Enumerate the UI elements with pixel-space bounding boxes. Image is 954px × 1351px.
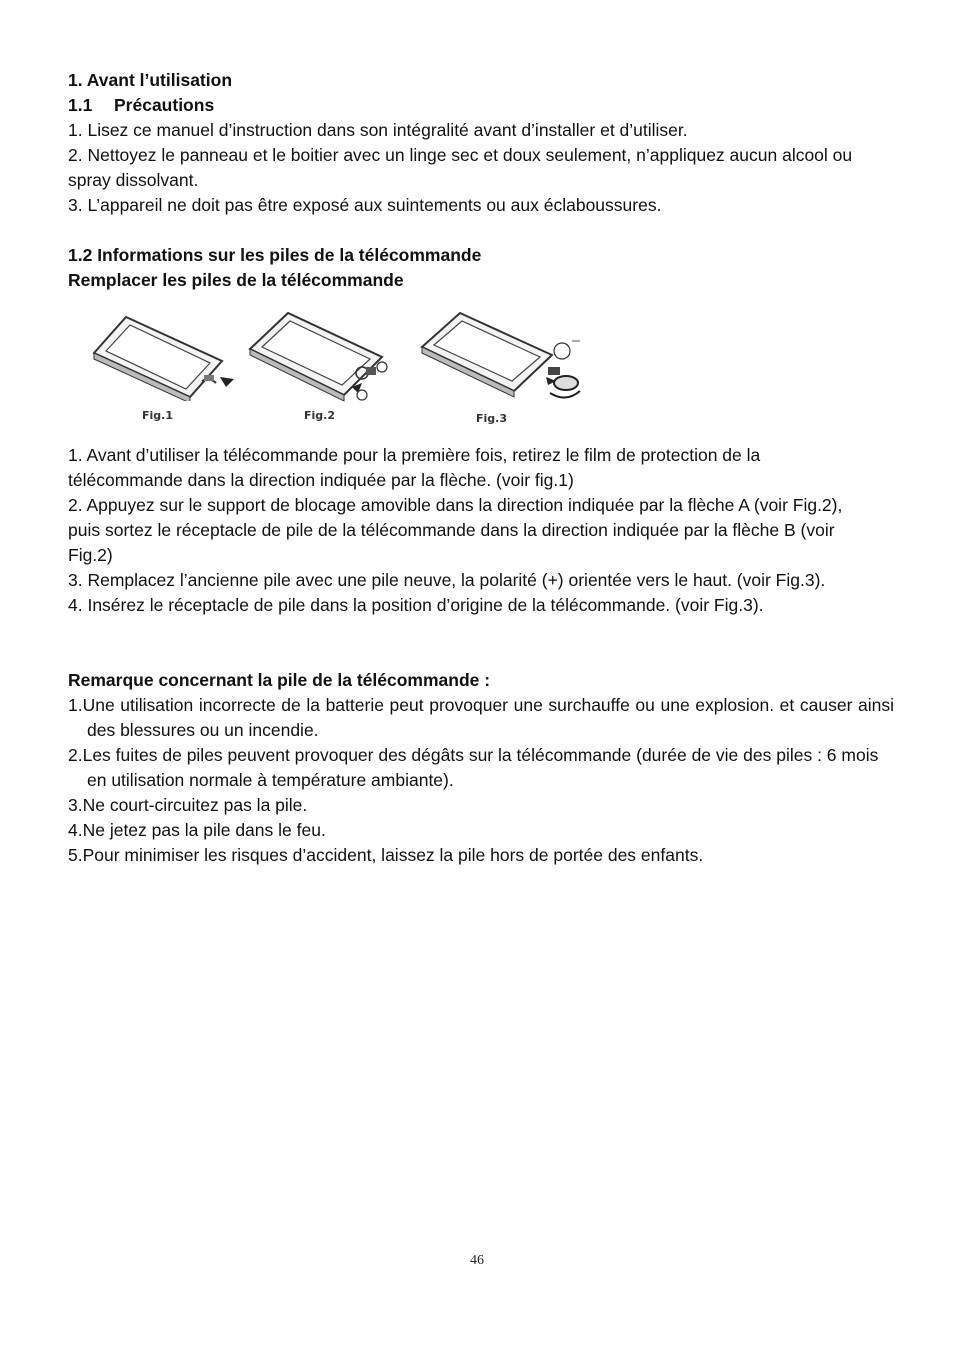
svg-text:+: + — [566, 343, 569, 349]
battery-step: 1. Avant d’utiliser la télécommande pour la première fois, retirez le film de protection de la télécommande dans la direction indiquée par la flèche. (voir fig.1) — [68, 445, 761, 490]
precaution-item: 2. Nettoyez le panneau et le boitier avec un linge sec et doux seulement, n’appliquez aucun alcool ou spray dissolvant. — [68, 145, 853, 190]
remark-item: 4.Ne jetez pas la pile dans le feu. — [68, 820, 326, 840]
subsection-title — [68, 93, 894, 118]
battery-section-title: 1.2 Informations sur les piles de la télécommande — [68, 245, 482, 265]
precaution-item: 1. Lisez ce manuel d’instruction dans son intégralité avant d’installer et d’utiliser. — [68, 120, 688, 140]
remark-item: 1.Une utilisation incorrecte de la batterie peut provoquer une surchauffe ou une explosion. et causer ainsi des blessures ou un incendie. — [68, 695, 894, 740]
page-number: 46 — [470, 1253, 484, 1268]
fig2-label: Fig.2 — [304, 409, 335, 422]
precaution-item: 3. L’appareil ne doit pas être exposé aux suintements ou aux éclaboussures. — [68, 195, 662, 215]
fig2-remote-illustration — [248, 311, 398, 406]
fig3-remote-illustration — [420, 311, 590, 411]
remark-item: 2.Les fuites de piles peuvent provoquer des dégâts sur la télécommande (durée de vie des piles : 6 mois en utilisation normale à température ambiante). — [68, 745, 879, 790]
fig3-label: Fig.3 — [476, 412, 507, 425]
document-page — [68, 68, 894, 868]
battery-section-subtitle: Remplacer les piles de la télécommande — [68, 270, 404, 290]
battery-figures — [68, 311, 894, 431]
subsection-number: 1.1 — [68, 95, 93, 115]
battery-step: 2. Appuyez sur le support de blocage amovible dans la direction indiquée par la flèche A (voir Fig.2), puis sortez le réceptacle de pile de la télécommande dans la direction indiquée par la flèche B (voir Fig.2) — [68, 495, 843, 565]
remark-item: 5.Pour minimiser les risques d’accident, laissez la pile hors de portée des enfants. — [68, 845, 704, 865]
remarks-title: Remarque concernant la pile de la télécommande : — [68, 670, 491, 690]
fig1-remote-illustration — [90, 311, 240, 401]
section-title: 1. Avant l’utilisation — [68, 70, 233, 90]
subsection-label: Précautions — [114, 95, 215, 115]
fig1-label: Fig.1 — [142, 409, 173, 422]
remark-item: 3.Ne court-circuitez pas la pile. — [68, 795, 308, 815]
battery-step: 4. Insérez le réceptacle de pile dans la position d’origine de la télécommande. (voir Fig.3). — [68, 595, 764, 615]
battery-step: 3. Remplacez l’ancienne pile avec une pile neuve, la polarité (+) orientée vers le haut. (voir Fig.3). — [68, 570, 826, 590]
